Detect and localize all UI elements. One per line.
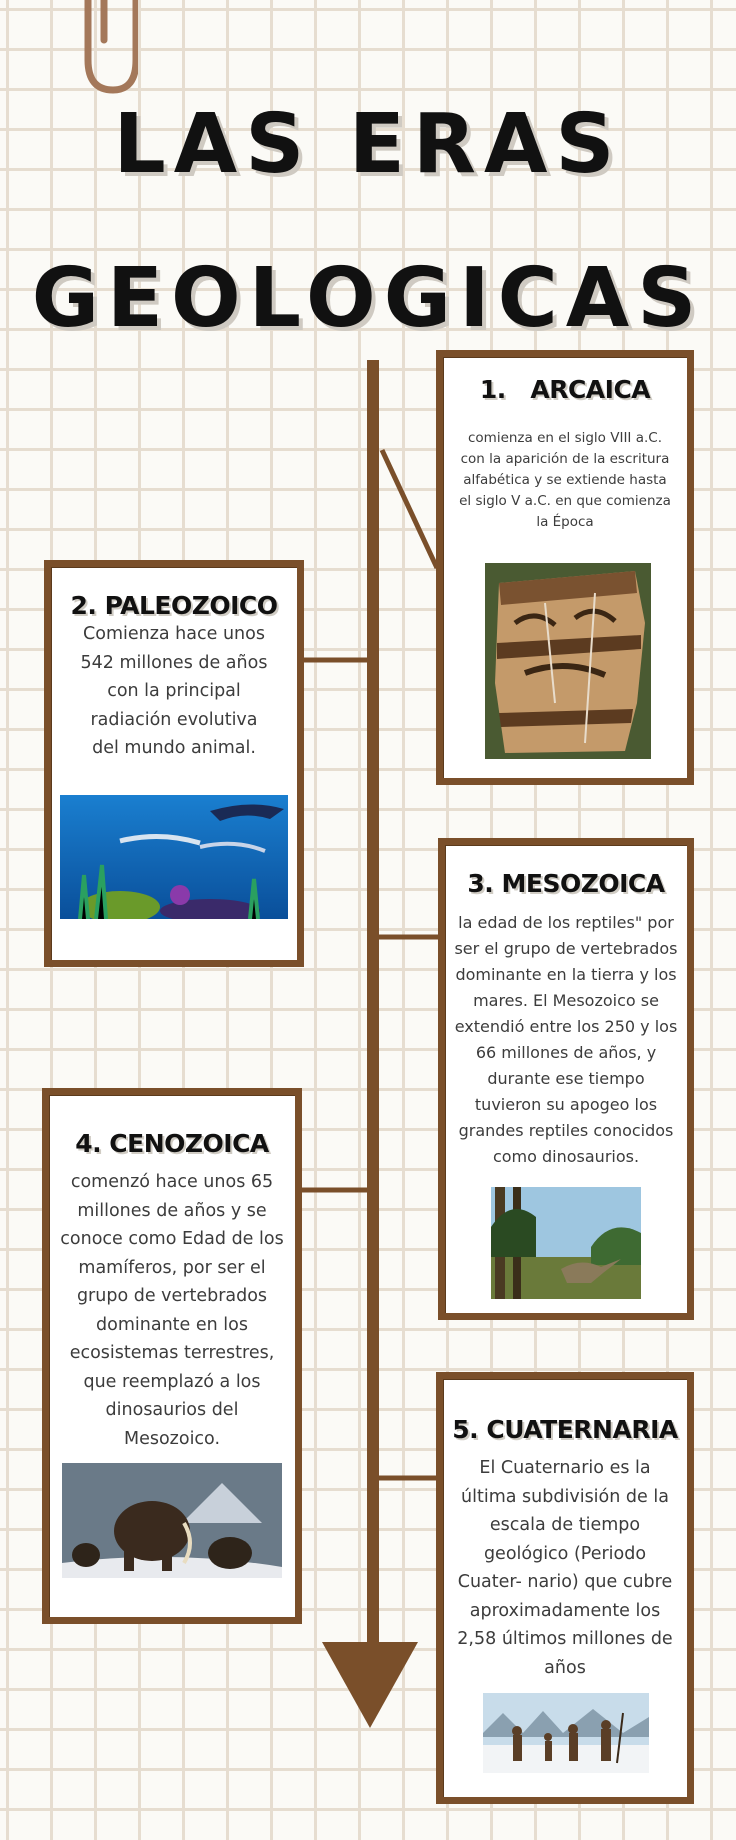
era-description: Comienza hace unos 542 millones de años con la principal radiación evolutiva del mundo animal. [80,624,268,758]
era-heading: 2. PALEOZOICO [70,591,278,620]
page-title-line-2: GEOLOGICAS [31,251,705,346]
early-humans-snow-image [483,1693,649,1773]
era-heading: 1. ARCAICA [479,375,651,404]
era-card-mesozoica [438,838,694,1320]
page-title-line-1: LAS ERAS [113,97,623,192]
era-description: El Cuaternario es la última subdivisión de la escala de tiempo geológico (Periodo Cuater- nario) que cubre aproximadamente los 2,58 últimos millones de años [457,1458,673,1678]
era-card-cenozoica [42,1088,302,1624]
era-heading: 3. MESOZOICA [467,869,665,898]
mammoths-image [62,1463,282,1578]
underwater-sea-life-image [60,795,288,919]
era-description: la edad de los reptiles" por ser el grupo de vertebrados dominante en la tierra y los mares. El Mesozoico se extendió entre los 250 y los 66 millones de años, y durante ese tiempo tuvieron su apogeo los grandes reptiles conocidos como dinosaurios. [454,913,678,1166]
era-description: comienza en el siglo VIII a.C. con la aparición de la escritura alfabética y se extiende hasta el siglo V a.C. en que comienza la Época [459,430,671,530]
era-heading: 5. CUATERNARIA [452,1415,678,1444]
era-card-cuaternaria [436,1372,694,1804]
connector-arcaica [382,450,437,568]
timeline-arrow-head [322,1642,418,1728]
era-card-paleozoico [44,560,304,967]
era-description: comenzó hace unos 65 millones de años y se conoce como Edad de los mamíferos, por ser el grupo de vertebrados dominante en los ecosistemas terrestres, que reemplazó a los dinosaurios del Mesozoico. [60,1172,284,1449]
pottery-fragment-image [485,563,651,759]
era-heading: 4. CENOZOICA [75,1129,269,1158]
era-card-arcaica [436,350,694,785]
dinosaur-forest-image [491,1187,641,1299]
